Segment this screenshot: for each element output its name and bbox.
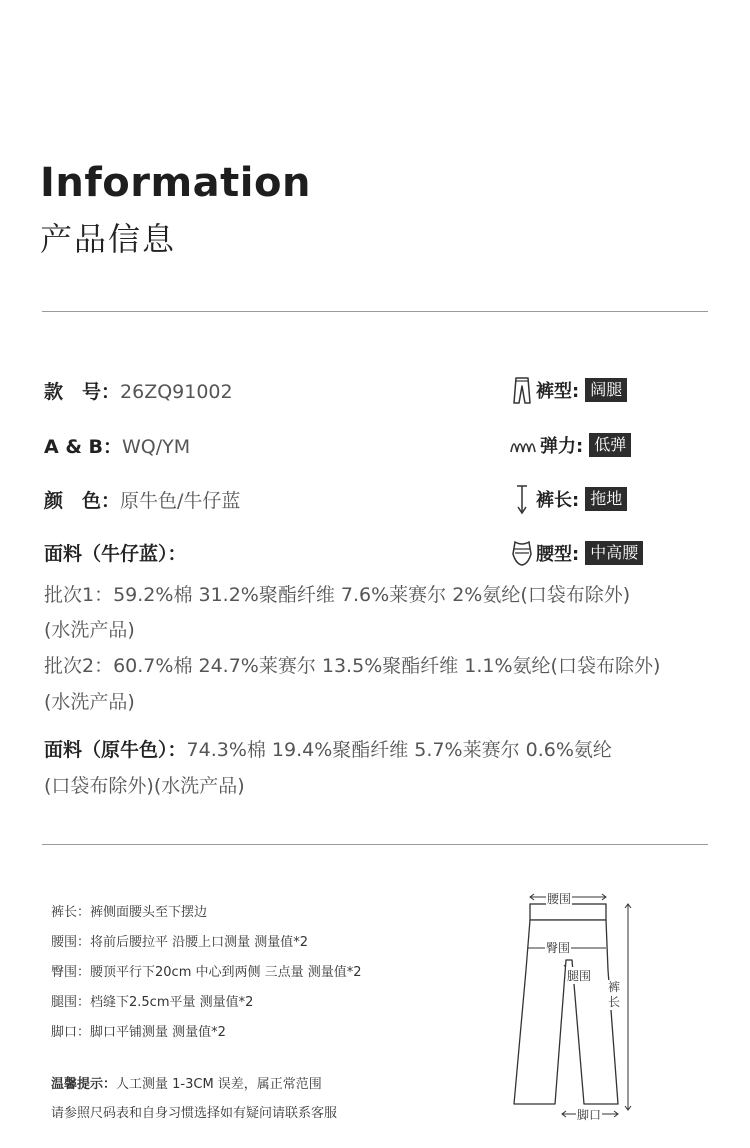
pants-outline-icon [500,890,640,1130]
attr-pant-type-tag: 阔腿 [585,378,627,402]
spec-ab-value: WQ/YM [122,436,191,458]
attr-length-label: 裤长: [536,490,580,511]
attr-waist-label: 腰型: [536,544,580,565]
spec-ab-label: A & B： [44,436,122,458]
elastic-wave-icon [510,430,538,460]
diagram-thigh-label: 腿围 [567,969,592,983]
attr-elasticity-label: 弹力: [540,436,584,457]
attr-pant-type-label: 裤型: [536,381,580,402]
attr-length-tag: 拖地 [585,487,627,511]
diagram-length-label: 裤长 [607,980,620,1009]
page-title: Information [40,160,311,206]
note-thigh: 腿围：档缝下2.5cm平量 测量值*2 [51,995,254,1010]
note-hem: 脚口：脚口平铺测量 测量值*2 [51,1025,226,1040]
fabric-natural [44,732,612,768]
fabric-blue-label: 面料（牛仔蓝）： [44,543,187,565]
spec-color [44,486,240,513]
fabric-blue-batch2-note: (水洗产品) [44,691,135,713]
page-subtitle: 产品信息 [40,220,177,258]
spec-ab [44,432,190,459]
attr-pant-type [510,375,627,405]
attr-elasticity-tag: 低弹 [589,433,631,457]
pants-icon [510,375,534,405]
fabric-blue-heading [44,536,187,572]
fabric-natural-composition: 74.3%棉 19.4%聚酯纤维 5.7%莱赛尔 0.6%氨纶 [186,739,612,761]
attr-length [510,484,627,514]
note-length: 裤长：裤侧面腰头至下摆边 [51,905,208,920]
note-tip-text: 人工测量 1-3CM 误差，属正常范围 [116,1077,322,1092]
waist-body-icon [510,538,534,568]
spec-style-number [44,377,233,404]
attr-waist-tag: 中高腰 [585,541,643,565]
note-tip-contact: 请参照尺码表和自身习惯选择如有疑问请联系客服 [51,1106,338,1121]
fabric-blue-batch1-note: (水洗产品) [44,619,135,641]
diagram-hip-label: 臀围 [546,941,571,955]
fabric-blue-batch2: 批次2：60.7%棉 24.7%莱赛尔 13.5%聚酯纤维 1.1%氨纶(口袋布除外) [44,655,661,677]
attr-waist [510,538,643,568]
diagram-hem-label: 脚口 [577,1108,602,1122]
spec-color-value: 原牛色/牛仔蓝 [120,490,241,512]
note-tip [51,1073,322,1092]
note-tip-label: 温馨提示： [51,1077,117,1092]
fabric-natural-note: (口袋布除外)(水洗产品) [44,775,245,797]
fabric-blue-batch1: 批次1：59.2%棉 31.2%聚酯纤维 7.6%莱赛尔 2%氨纶(口袋布除外) [44,584,631,606]
length-arrow-icon [510,483,534,515]
fabric-natural-label: 面料（原牛色）： [44,739,187,761]
note-hip: 臀围：腰顶平行下20cm 中心到两侧 三点量 测量值*2 [51,965,362,980]
diagram-waist-label: 腰围 [547,892,572,906]
spec-style-number-value: 26ZQ91002 [120,381,233,403]
pants-measure-diagram [500,890,640,1130]
spec-style-number-label: 款 号： [44,381,121,403]
spec-color-label: 颜 色： [44,490,121,512]
note-waist: 腰围：将前后腰拉平 沿腰上口测量 测量值*2 [51,935,309,950]
divider-top [42,311,708,312]
divider-bottom [42,844,708,845]
attr-elasticity [510,430,631,460]
